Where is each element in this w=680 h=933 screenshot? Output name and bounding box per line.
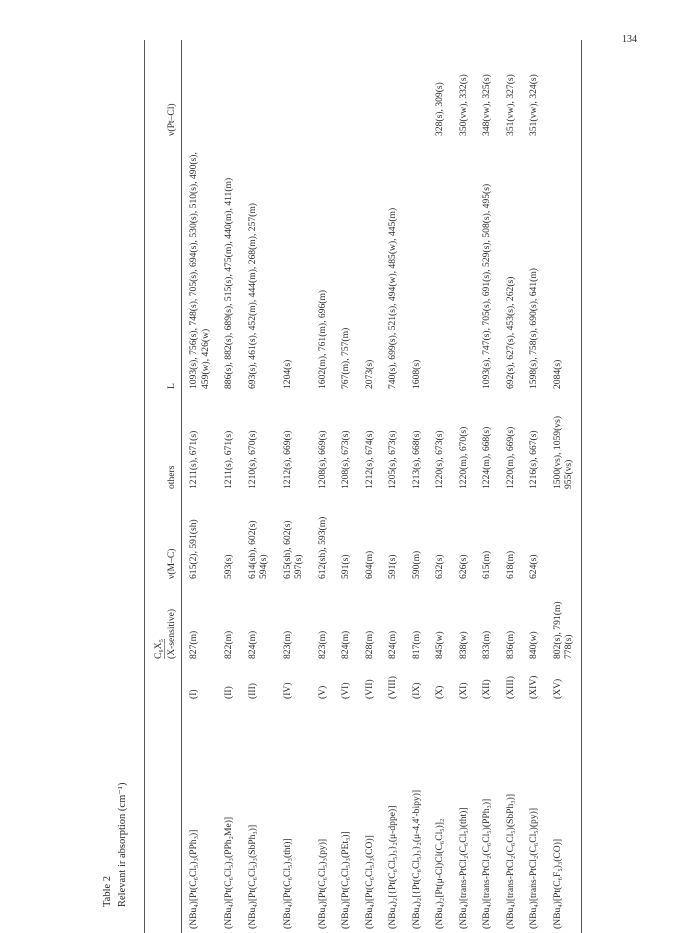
table-body (182, 40, 582, 933)
l-cell: 1204(s) (281, 359, 293, 389)
x-sensitive-cell: 824(m) (387, 630, 398, 659)
l-cell: 2084(s) (546, 140, 582, 393)
nu-ptcl-cell (182, 40, 218, 140)
nu-mc-cell: 590(m) (410, 550, 422, 579)
number-cell: (VII) (363, 679, 375, 699)
l-cell: 1608(s) (410, 359, 422, 389)
nu-ptcl-cell (381, 40, 405, 140)
table-row (522, 40, 546, 933)
nu-mc-cell: 624(s) (528, 554, 539, 579)
nu-mc-cell: 615(2), 591(sh) (188, 519, 199, 579)
l-cell: 1093(s), 747(s), 705(s), 691(s), 529(s), 508(s), 495(s) (481, 183, 492, 389)
l-cell: 692(s), 627(s), 453(s), 262(s) (504, 276, 516, 389)
table-row (311, 40, 335, 933)
number-cell: (XI) (457, 682, 469, 699)
x-sensitive-cell: 845(w) (434, 631, 445, 659)
others-cell: 1210(s), 670(s) (246, 430, 258, 489)
compound-cell: (NBu₄)[Pt(C₆Cl₅)₃(tht)] (281, 838, 293, 929)
l-cell: 767(m), 757(m) (340, 327, 351, 389)
nu-ptcl-cell: 350(vw), 332(s) (457, 74, 469, 136)
nu-ptcl-cell: 351(vw), 327(s) (504, 74, 516, 136)
number-cell: (XIV) (528, 675, 539, 699)
nu-ptcl-cell (334, 40, 358, 140)
number-cell: (II) (223, 686, 234, 699)
l-cell: 1093(s), 756(s), 748(s), 705(s), 694(s), 530(s), 510(s), 490(s), 459(w), 426(w) (188, 152, 211, 389)
nu-mc-cell: 593(s) (223, 554, 234, 579)
table-row (499, 40, 523, 933)
number-cell: (IV) (281, 682, 293, 699)
nu-mc-cell: 615(sh), 602(s) 597(s) (281, 520, 304, 579)
nu-mc-cell: 604(m) (363, 550, 375, 579)
table-row (475, 40, 499, 933)
l-cell: 886(s), 882(s), 689(s), 515(s), 475(m), 440(m), 411(m) (223, 177, 234, 389)
compound-cell: (NBu₄)[trans-PtCl₂(C₆Cl₅)(py)] (528, 807, 539, 929)
compound-cell: (NBu₄)₂[{Pt(C₆Cl₅)₃}₂(μ-dppe)] (387, 805, 398, 929)
table-row (182, 40, 218, 933)
nu-ptcl-cell (241, 40, 276, 140)
number-cell: (V) (316, 685, 328, 699)
table-row (358, 40, 382, 933)
l-cell: 693(s), 461(s), 452(m), 444(m), 268(m), 257(m) (246, 203, 258, 389)
nu-mc-cell: 626(s) (457, 554, 469, 579)
table-row (452, 40, 476, 933)
nu-ptcl-cell (405, 40, 429, 140)
others-cell: 1208(s), 673(s) (340, 430, 351, 489)
number-cell: (X) (434, 685, 445, 699)
x-sensitive-cell: 824(m) (340, 630, 351, 659)
x-sensitive-cell: 836(m) (504, 630, 516, 659)
nu-mc-cell: 591(s) (387, 554, 398, 579)
nu-mc-cell: 612(sh), 593(m) (316, 516, 328, 579)
header-x-sensitive: (X-sensitive) (165, 583, 182, 663)
table-row (428, 40, 452, 933)
compound-cell: (NBu₄)₂[Pt(μ-Cl)Cl(C₆Cl₅)]₂ (434, 818, 445, 929)
l-cell: 1598(s), 758(s), 690(s), 641(m) (528, 268, 539, 389)
header-number (145, 663, 166, 703)
compound-cell: (NBu₄)[Pt(C₆Cl₅)₃(py)] (316, 838, 328, 929)
header-l-spacer (145, 40, 166, 140)
x-sensitive-cell: 823(m) (316, 630, 328, 659)
table-row (276, 40, 311, 933)
nu-mc-cell (546, 493, 582, 583)
number-cell: (XV) (546, 663, 582, 703)
others-cell: 1212(s), 669(s) (281, 430, 293, 489)
table-row (405, 40, 429, 933)
compound-cell: (NBu₄)[trans-PtCl₂(C₆Cl₅)(tht)] (457, 807, 469, 929)
l-cell: 1602(m), 761(m), 696(m) (316, 289, 328, 389)
table-caption: Relevant ir absorption (cm⁻¹) (117, 782, 128, 907)
table-row (334, 40, 358, 933)
nu-ptcl-cell (358, 40, 382, 140)
table-row (241, 40, 276, 933)
others-cell: 1500(vs), 1059(vs) 955(vs) (546, 393, 582, 493)
l-cell (452, 140, 476, 393)
x-sensitive-cell: 823(m) (281, 630, 293, 659)
header-c6x5-cell (145, 140, 166, 663)
compound-cell: (NBu₄)[Pt(C₆Cl₅)₃(PPh₃)] (188, 829, 199, 929)
header-c6x5: C₆X₅ (153, 638, 164, 659)
nu-ptcl-cell: 328(s), 309(s) (434, 82, 445, 136)
table-row (546, 40, 582, 933)
others-cell: 1205(s), 673(s) (387, 430, 398, 489)
others-cell: 1212(s), 674(s) (363, 430, 375, 489)
x-sensitive-cell: 802(s), 791(m) 778(s) (546, 583, 582, 663)
table-row (381, 40, 405, 933)
others-cell: 1220(m), 670(s) (457, 426, 469, 489)
nu-ptcl-cell (276, 40, 311, 140)
header-nu-ptcl: ν(Pt–Cl) (165, 40, 182, 140)
nu-mc-cell: 632(s) (434, 554, 445, 579)
others-cell: 1220(m), 669(s) (504, 426, 516, 489)
table-header (100, 783, 130, 907)
others-cell: 1213(s), 668(s) (410, 430, 422, 489)
number-cell: (IX) (410, 682, 422, 699)
header-nu-mc: ν(M–C) (165, 493, 182, 583)
x-sensitive-cell: 840(w) (528, 631, 539, 659)
number-cell: (VI) (340, 682, 351, 699)
l-cell (428, 140, 452, 393)
nu-mc-cell: 615(m) (481, 550, 492, 579)
compound-cell: (NBu₄)[Pt(C₆Cl₅)₃(PEt₃)] (340, 831, 351, 929)
number-cell: (I) (188, 689, 199, 699)
ir-absorption-table (144, 40, 582, 933)
others-cell: 1208(s), 669(s) (316, 430, 328, 489)
compound-cell: (NBu₄)[trans-PtCl₂(C₆Cl₅)(SbPh₃)] (504, 793, 516, 929)
header-l: L (165, 140, 182, 393)
header-others: others (165, 393, 182, 493)
x-sensitive-cell: 833(m) (481, 630, 492, 659)
nu-ptcl-cell (546, 40, 582, 140)
number-cell: (VIII) (387, 676, 398, 699)
l-cell: 740(s), 699(s), 521(s), 494(w), 485(w), 445(m) (387, 207, 398, 389)
nu-ptcl-cell (217, 40, 241, 140)
number-cell: (XII) (481, 679, 492, 699)
page-number: 134 (622, 34, 637, 45)
compound-cell: (NBu₄)[Pt(C₆Cl₅)₃(SbPh₃)] (246, 824, 258, 929)
header-row-bottom (165, 40, 182, 933)
compound-cell: (NBu₄)[Pt(C₆F₅)₃(CO)] (546, 703, 582, 933)
others-cell: 1216(s), 667(s) (528, 430, 539, 489)
table-row (217, 40, 241, 933)
nu-mc-cell: 614(sh), 602(s) 594(s) (246, 520, 269, 579)
x-sensitive-cell: 817(m) (410, 630, 422, 659)
header-row-top (145, 40, 166, 933)
x-sensitive-cell: 838(w) (457, 631, 469, 659)
x-sensitive-cell: 822(m) (223, 630, 234, 659)
others-cell: 1211(s), 671(s) (223, 430, 234, 489)
nu-ptcl-cell: 351(vw), 324(s) (528, 74, 539, 136)
table-label: Table 2 (102, 875, 113, 907)
compound-cell: (NBu₄)[Pt(C₆Cl₅)₃(CO)] (363, 835, 375, 929)
nu-ptcl-cell (311, 40, 335, 140)
l-cell: 2073(s) (363, 359, 375, 389)
compound-cell: (NBu₄)₂[{Pt(C₆Cl₅)₃}₂(μ-4,4′-bipy)] (410, 789, 422, 929)
x-sensitive-cell: 824(m) (246, 630, 258, 659)
compound-cell: (NBu₄)[Pt(C₆Cl₅)₃(PPh₂Me)] (223, 816, 234, 929)
number-cell: (XIII) (504, 676, 516, 699)
others-cell: 1224(m), 668(s) (481, 426, 492, 489)
header-compound (145, 703, 166, 933)
compound-cell: (NBu₄)[trans-PtCl₂(C₆Cl₅)(PPh₃)] (481, 798, 492, 929)
others-cell: 1220(s), 673(s) (434, 430, 445, 489)
nu-mc-cell: 591(s) (340, 554, 351, 579)
x-sensitive-cell: 827(m) (188, 630, 199, 659)
x-sensitive-cell: 828(m) (363, 630, 375, 659)
nu-ptcl-cell: 348(vw), 325(s) (481, 74, 492, 136)
nu-mc-cell: 618(m) (504, 550, 516, 579)
others-cell: 1211(s), 671(s) (188, 430, 199, 489)
number-cell: (III) (246, 683, 258, 699)
rotated-page (40, 40, 680, 933)
